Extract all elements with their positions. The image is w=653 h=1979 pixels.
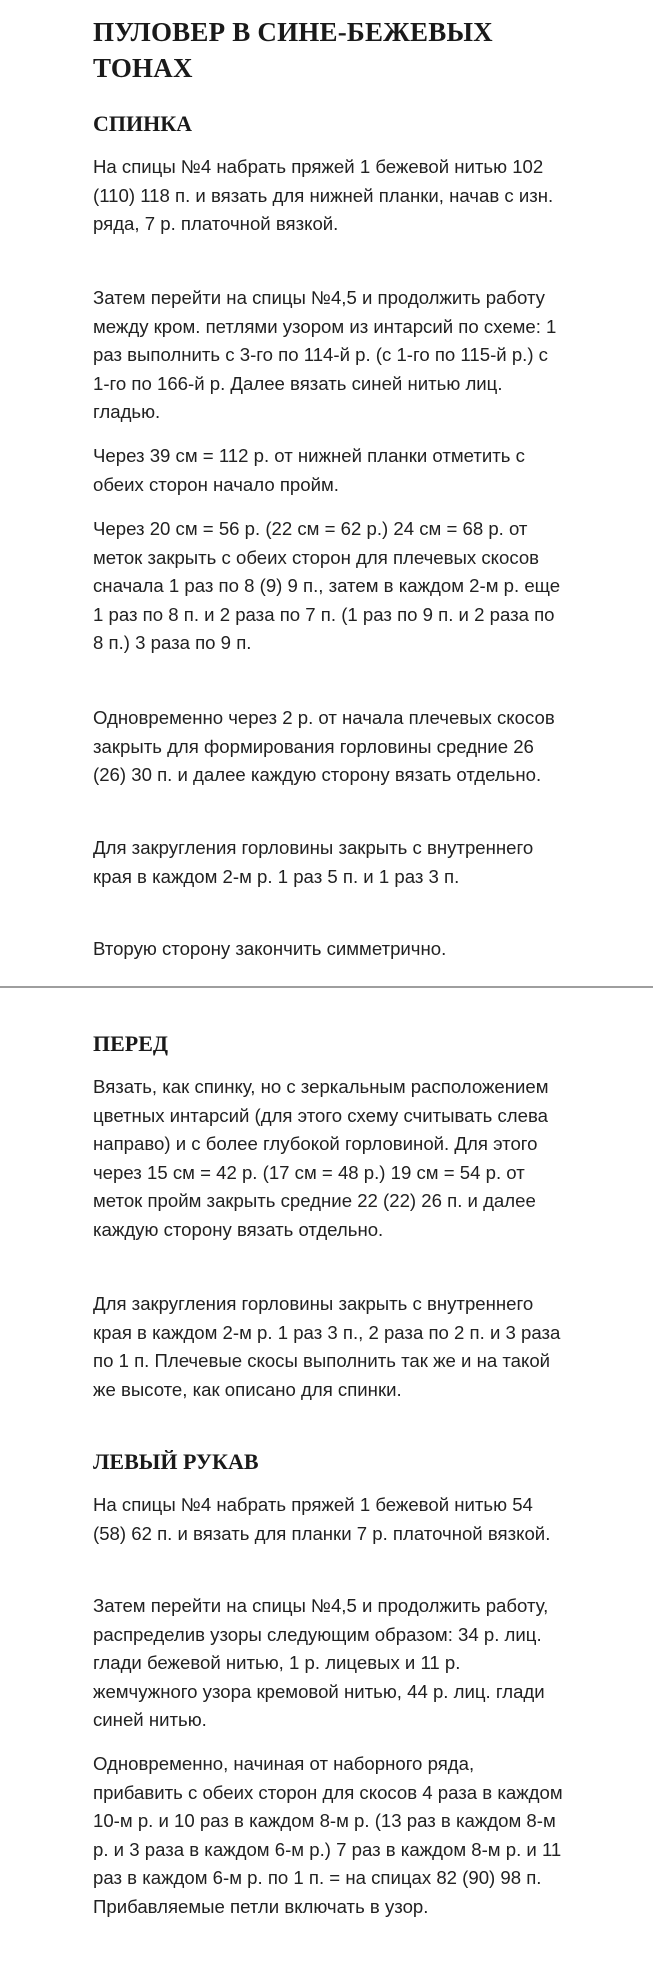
back-paragraph-6: Для закругления горловины закрыть с внутреннего края в каждом 2-м р. 1 раз 5 п. и 1 раз 3 п. xyxy=(93,837,534,887)
back-paragraph-2: Затем перейти на спицы №4,5 и продолжить работу между кром. петлями узором из интарсий по схеме: 1 раз выполнить с 3-го по 114-й р. (с 1-го по 115-й р.) с 1-го по 166-й р. Далее вязать синей нитью лиц. гладью. xyxy=(93,287,557,422)
section-divider xyxy=(0,986,653,988)
page-title: ПУЛОВЕР В СИНЕ-БЕЖЕВЫХ ТОНАХ xyxy=(93,17,493,83)
back-paragraph-4: Через 20 см = 56 р. (22 см = 62 р.) 24 см = 68 р. от меток закрыть с обеих сторон для плечевых скосов сначала 1 раз по 8 (9) 9 п., затем в каждом 2-м р. еще 1 раз по 8 п. и 2 раза по 7 п. (1 раз по 9 п. и 2 раза по 8 п.) 3 раза по 9 п. xyxy=(93,518,561,653)
left-sleeve-paragraph-2: Затем перейти на спицы №4,5 и продолжить работу, распределив узоры следующим образом: 34 р. лиц. глади бежевой нитью, 1 р. лицевых и 11 р. жемчужного узора кремовой нитью, 44 р. лиц. глади синей нитью. xyxy=(93,1595,549,1730)
left-sleeve-paragraph-3: Одновременно, начиная от наборного ряда, прибавить с обеих сторон для скосов 4 раза в каждом 10-м р. и 10 раз в каждом 8-м р. (13 раз в каждом 8-м р. и 3 раза в каждом 6-м р.) 7 раз в каждом 8-м р. и 11 раз в каждом 6-м р. по 1 п. = на спицах 82 (90) 98 п. Прибавляемые петли включать в узор. xyxy=(93,1753,563,1917)
back-paragraph-5: Одновременно через 2 р. от начала плечевых скосов закрыть для формирования горловины средние 26 (26) 30 п. и далее каждую сторону вязать отдельно. xyxy=(93,707,555,785)
front-heading: ПЕРЕД xyxy=(93,1031,169,1056)
left-sleeve-heading: ЛЕВЫЙ РУКАВ xyxy=(93,1449,259,1474)
back-paragraph-1: На спицы №4 набрать пряжей 1 бежевой нитью 102 (110) 118 п. и вязать для нижней планки, начав с изн. ряда, 7 р. платочной вязкой. xyxy=(93,156,554,234)
back-paragraph-3: Через 39 см = 112 р. от нижней планки отметить с обеих сторон начало пройм. xyxy=(93,445,525,495)
left-sleeve-paragraph-1: На спицы №4 набрать пряжей 1 бежевой нитью 54 (58) 62 п. и вязать для планки 7 р. платочной вязкой. xyxy=(93,1494,551,1544)
back-heading: СПИНКА xyxy=(93,111,193,136)
front-paragraph-2: Для закругления горловины закрыть с внутреннего края в каждом 2-м р. 1 раз 3 п., 2 раза по 2 п. и 3 раза по 1 п. Плечевые скосы выполнить так же и на такой же высоте, как описано для спинки. xyxy=(93,1293,561,1400)
front-paragraph-1: Вязать, как спинку, но с зеркальным расположением цветных интарсий (для этого схему считывать слева направо) и с более глубокой горловиной. Для этого через 15 см = 42 р. (17 см = 48 р.) 19 см = 54 р. от меток пройм закрыть средние 22 (22) 26 п. и далее каждую сторону вязать отдельно. xyxy=(93,1076,549,1240)
back-paragraph-7: Вторую сторону закончить симметрично. xyxy=(93,938,447,959)
